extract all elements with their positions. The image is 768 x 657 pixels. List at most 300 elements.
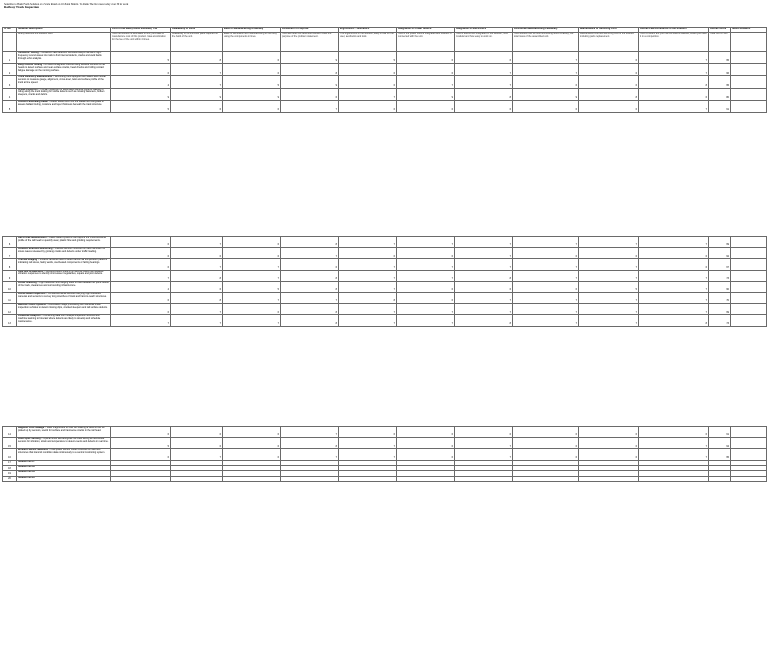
criteria-cell: Total Out Of 100 [709,33,731,52]
solution-detail: – Optical fibres laid alongside the track acting as distributed sensors for vibration, strain and temperature to detect events and defects in real time. [18,437,109,443]
score-cell: 8 [281,64,339,76]
score-cell: 8 [639,315,709,326]
score-cell: 6 [111,237,171,248]
score-cell: 6 [579,52,639,64]
score-cell: 8 [281,237,339,248]
score-cell: 7 [339,315,397,326]
solution-name: Visual Inspection [18,88,38,91]
criteria-cell: How solution can be built functioning within a facility, the total mass of the assembled unit. [513,33,579,52]
score-cell: 7 [579,315,639,326]
score-cell: 8 [171,270,223,281]
solution-row [3,76,767,88]
score-cell: 8 [281,315,339,326]
criteria-cell [3,33,17,52]
notes-cell [731,438,767,449]
overall-score [709,476,731,481]
score-cell: 6 [579,427,639,438]
score-cell: 7 [339,259,397,270]
solution-row [3,449,767,460]
serial-number: 5 [3,100,17,112]
notes-cell [731,100,767,112]
solution-name: Ultrasonic Testing [18,51,39,54]
score-cell: 7 [513,292,579,303]
scoring-table-page-3 [2,426,767,482]
solution-description [17,248,111,259]
score-cell: 5 [223,281,281,292]
score-cell: 8 [455,315,513,326]
score-cell: 7 [223,292,281,303]
serial-number: 1 [3,52,17,64]
score-cell: 6 [579,438,639,449]
solution-name: Solution No 17 [18,460,35,463]
score-cell: 5 [111,438,171,449]
score-cell [397,476,455,481]
score-cell: 7 [639,64,709,76]
criteria-cell: How the solution is estimated to first, purchase & manufacture cost of this product. Idea amortization for the fee of the unit within 4 times. [111,33,171,52]
solution-description [17,52,111,64]
solution-detail: – Light detection and ranging used to build detailed 3D point clouds of the track, clearances and surrounding infrastructure. [18,281,109,287]
score-cell: 7 [281,100,339,112]
score-cell: 6 [639,88,709,100]
solution-description [17,259,111,270]
score-cell: 6 [223,64,281,76]
score-cell: 6 [397,100,455,112]
notes-cell [731,259,767,270]
sheet-title: Railway Track Inspection [4,5,39,10]
solution-row [3,427,767,438]
solution-row [3,64,767,76]
solution-name: Wireless Sensor Networks [18,448,49,452]
solution-description [17,438,111,449]
solution-row [3,259,767,270]
score-cell: 5 [223,76,281,88]
score-cell: 6 [513,100,579,112]
solution-detail: – Ultrasonic flaw detection vehicles/trolleys that send high-frequency sound waves into rails to find internal defects, cracks and weld faults through echo analysis. [18,51,102,60]
score-cell: 6 [223,304,281,315]
score-cell: 8 [281,270,339,281]
solution-description [17,315,111,326]
score-cell: 7 [397,259,455,270]
score-cell: 8 [339,292,397,303]
solution-name: Drone Based Inspection [18,292,46,295]
column-header: Availability of Parts [171,28,223,33]
criteria-cell [731,33,767,52]
score-cell: 7 [639,304,709,315]
score-cell: 7 [223,259,281,270]
solution-row [3,304,767,315]
criteria-cell: Briefly describe the solution here [17,33,111,52]
solution-detail: – Unmanned aerial vehicles carrying high-resolution cameras and sensors to survey long stretches of track and hard-to-reach structures. [18,292,107,298]
score-cell: 6 [455,100,513,112]
score-cell [171,476,223,481]
score-cell: 6 [455,427,513,438]
score-cell: 7 [171,449,223,460]
score-cell: 9 [397,88,455,100]
score-cell: 7 [171,237,223,248]
score-cell: 6 [397,52,455,64]
score-cell [579,476,639,481]
score-cell: 7 [639,281,709,292]
column-header: Overall Score [709,28,731,33]
score-cell: 6 [171,438,223,449]
score-cell: 6 [397,427,455,438]
score-cell: 6 [397,438,455,449]
score-cell: 7 [339,438,397,449]
score-cell: 8 [455,270,513,281]
overall-score: 61 [709,427,731,438]
score-cell: 7 [171,315,223,326]
score-cell: 6 [513,248,579,259]
solution-detail: – Radar waves sent into the ballast and subgrade to assess ballast fouling, moisture and layer thickness beneath the track structure. [18,100,104,106]
solution-name: Solution No 20 [18,476,35,479]
criteria-cell: How is the power source integrated and solution in connected with the unit. [397,33,455,52]
column-header: Fulfillment of Purpose [281,28,339,33]
score-cell: 6 [111,259,171,270]
score-cell: 7 [513,315,579,326]
solution-description [17,270,111,281]
overall-score: 65 [709,52,731,64]
solution-description [17,281,111,292]
serial-number: 19 [3,471,17,476]
score-cell: 6 [111,304,171,315]
score-cell: 6 [111,64,171,76]
overall-score: 64 [709,438,731,449]
score-cell: 6 [171,100,223,112]
score-cell: 6 [579,100,639,112]
solution-detail: – Accelerometers fitted on in-service trains that measure vibration responses to identify short-wave irregularities, squats and joint defects. [18,270,104,276]
serial-number: 20 [3,476,17,481]
score-cell: 7 [339,270,397,281]
score-cell: 6 [579,248,639,259]
notes-cell [731,52,767,64]
solution-name: Magnetic Flux Leakage [18,426,45,429]
serial-number: 4 [3,88,17,100]
score-cell: 7 [281,248,339,259]
score-cell: 9 [111,88,171,100]
score-cell: 7 [397,304,455,315]
score-cell: 7 [339,281,397,292]
score-cell: 7 [639,52,709,64]
column-header: Overall Feel/Confidence in the Solution [639,28,709,33]
score-cell: 7 [111,315,171,326]
score-cell: 8 [281,281,339,292]
solution-detail: – An electromagnetic method using induced currents in rail heads to detect surface and near-surface cracks, head checks and rolling contact fatigue damage on the running surface. [18,63,105,72]
serial-number: 14 [3,427,17,438]
score-cell: 7 [579,237,639,248]
solution-detail: – Combining data from multiple inspection sources with machine learning to forecast where defects are likely to develop and schedule maintenance. [18,314,101,323]
score-cell: 6 [339,100,397,112]
score-cell: 8 [171,52,223,64]
score-cell: 7 [639,438,709,449]
score-cell: 9 [281,76,339,88]
score-cell: 6 [223,449,281,460]
serial-number: 9 [3,270,17,281]
score-cell: 7 [513,52,579,64]
column-header: Integration of Electronics [455,28,513,33]
score-cell: 7 [397,270,455,281]
notes-cell [731,237,767,248]
score-cell: 7 [339,304,397,315]
score-cell: 7 [639,237,709,248]
solution-name: Fibre Optic Sensing [18,437,41,441]
score-cell: 7 [171,259,223,270]
notes-cell [731,427,767,438]
score-cell: 6 [579,76,639,88]
overall-score: 62 [709,248,731,259]
score-cell: 6 [223,100,281,112]
solution-description [17,88,111,100]
score-cell: 6 [455,52,513,64]
score-cell: 7 [455,248,513,259]
sheet-intro [4,3,128,9]
score-cell: 4 [111,281,171,292]
score-cell: 7 [513,259,579,270]
score-cell: 5 [579,281,639,292]
serial-number: 7 [3,248,17,259]
score-cell: 7 [111,270,171,281]
solution-detail: – Low-power sensor nodes mounted on rails and structures that transmit condition data continuously to a central monitoring system. [18,448,106,455]
notes-cell [731,270,767,281]
solution-name: Eddy Current Testing [18,63,43,67]
score-cell: 9 [513,88,579,100]
score-cell: 6 [281,88,339,100]
overall-score: 73 [709,270,731,281]
score-cell: 7 [339,237,397,248]
score-cell: 7 [455,76,513,88]
solution-row [3,88,767,100]
score-cell: 8 [579,88,639,100]
score-cell: 7 [455,64,513,76]
score-cell: 7 [281,427,339,438]
column-header: Solution Description [17,28,111,33]
criteria-cell: How is electronics integrated in the solution, how modular and how easy to work on. [455,33,513,52]
solution-name: Rail Profile Measurement [18,236,47,239]
solution-description [17,100,111,112]
notes-cell [731,76,767,88]
score-cell: 6 [397,248,455,259]
criteria-row [3,33,767,52]
score-cell: 7 [455,449,513,460]
notes-cell [731,315,767,326]
score-cell: 6 [579,64,639,76]
serial-number: 3 [3,76,17,88]
criteria-cell: Availability of off-the-shelf parts required for the build of the unit. [171,33,223,52]
solution-name: Ground Penetrating Radar [18,100,48,103]
overall-score: 61 [709,100,731,112]
score-cell: 7 [513,304,579,315]
score-cell: 6 [111,248,171,259]
solution-row [3,292,767,303]
solution-row [3,281,767,292]
score-cell: 7 [455,237,513,248]
score-cell: 8 [281,304,339,315]
score-cell: 7 [639,270,709,281]
column-header: Notes Remarks [731,28,767,33]
score-cell: 7 [579,292,639,303]
notes-cell [731,449,767,460]
solution-row [3,237,767,248]
score-cell: 9 [171,88,223,100]
serial-number: 10 [3,281,17,292]
score-cell [639,476,709,481]
score-cell: 6 [223,237,281,248]
criteria-cell: How well does the described solution meet the purpose of the problem statement. [281,33,339,52]
column-header: Ease of Manufacturing Assembly [223,28,281,33]
score-cell: 7 [281,292,339,303]
overall-score: 66 [709,64,731,76]
solution-detail: – Human inspectors or automated camera systems walking or riding along the track looking for visible defects such as missing fasteners, broken sleepers, cracks and debris. [18,88,105,97]
criteria-cell: Ease of fabrication and manufacturing of the body using the components in lines. [223,33,281,52]
score-cell: 7 [171,76,223,88]
score-cell: 7 [397,237,455,248]
serial-number: 8 [3,259,17,270]
notes-cell [731,292,767,303]
score-cell: 8 [455,88,513,100]
column-header: Ergonomics - Aesthetics [339,28,397,33]
solution-description [17,304,111,315]
score-cell: 6 [639,259,709,270]
solution-description [17,64,111,76]
solution-row [3,270,767,281]
score-cell: 7 [339,88,397,100]
solution-detail: – Recording cars equipped with lasers and inertial sensors to measure gauge, alignment, cross-level, twist and surface profile of the track at line speed. [18,75,106,84]
criteria-cell: The ergonomics of the solution, easy of use for the user, aesthetics and look. [339,33,397,52]
score-cell: 6 [171,427,223,438]
score-cell: 5 [111,52,171,64]
score-cell: 6 [223,248,281,259]
score-cell: 7 [579,304,639,315]
score-cell [281,476,339,481]
score-cell: 6 [513,76,579,88]
solution-name: Solution No 18 [18,465,35,468]
score-cell: 7 [397,315,455,326]
serial-number: 2 [3,64,17,76]
column-header: Functional Manufacturing Feasibility [513,28,579,33]
score-cell: 7 [455,292,513,303]
score-cell: 7 [339,449,397,460]
overall-score: 65 [709,76,731,88]
solution-row [3,315,767,326]
solution-name: LiDAR Scanning [18,281,37,284]
scoring-table-page-2 [2,236,767,327]
score-cell: 6 [579,449,639,460]
score-cell: 6 [397,449,455,460]
solution-description [17,76,111,88]
score-cell [111,476,171,481]
score-cell: 6 [639,427,709,438]
solution-row [3,52,767,64]
notes-cell [731,281,767,292]
score-cell: 7 [639,100,709,112]
score-cell: 6 [397,292,455,303]
score-cell: 7 [397,76,455,88]
score-cell: 5 [111,100,171,112]
score-cell: 6 [397,64,455,76]
solution-name: Axle Box Acceleration [18,270,44,273]
overall-score: 73 [709,315,731,326]
serial-number: 18 [3,465,17,470]
score-cell: 7 [579,259,639,270]
score-cell: 6 [223,438,281,449]
score-cell: 8 [281,438,339,449]
notes-cell [731,476,767,481]
solution-detail: – Automated image processing with cameras under inspection vehicles to detect missing clips, cracked sleepers and rail surface defects. [18,303,108,309]
solution-row [3,100,767,112]
overall-score: 70 [709,292,731,303]
serial-number: 6 [3,237,17,248]
score-cell: 6 [339,248,397,259]
column-header: S. No. [3,28,17,33]
serial-number: 13 [3,315,17,326]
score-cell: 9 [223,88,281,100]
overall-score: 65 [709,449,731,460]
solution-detail: – Rails magnetised so that flux leaking at defects can be picked up by sensors, useful for surface and transverse cracks in the rail head. [18,426,105,432]
score-cell [513,476,579,481]
score-cell: 6 [223,52,281,64]
score-cell: 6 [111,449,171,460]
score-cell: 6 [639,248,709,259]
score-cell: 9 [281,52,339,64]
overall-score: 60 [709,281,731,292]
score-cell: 6 [171,281,223,292]
scoring-table-page-1 [2,27,767,113]
score-cell [223,476,281,481]
criteria-cell: How confident are you that the idea is feasible, would you back it in a competition. [639,33,709,52]
column-header: Maintenance or Servicing Cost [579,28,639,33]
overall-score: 80 [709,88,731,100]
score-cell: 6 [171,248,223,259]
solution-detail: – Passive sensors mounted on rails that listen for stress waves released by growing cracks and defects under traffic loading. [18,247,106,253]
serial-number: 11 [3,292,17,303]
solution-name: Acoustic Emission Monitoring [18,247,53,251]
solution-detail: – Infrared cameras used to detect abnormal temperature patterns indicating rail stress, faulty welds, overheated components or failing bearings. [18,258,108,265]
score-cell: 6 [397,281,455,292]
score-cell [339,476,397,481]
solution-row [3,438,767,449]
serial-number: 16 [3,449,17,460]
criteria-cell: Maintenance cost and servicing cost of the solution including parts replacement. [579,33,639,52]
overall-score: 67 [709,259,731,270]
intro-line: Sensitive to Bush Form Solution at a Scale Rated on 10-Point Matrix. To Rank The list cases today over 30 in work [4,3,129,6]
solution-row [3,476,767,481]
score-cell: 6 [513,427,579,438]
score-cell: 7 [513,64,579,76]
score-cell: 7 [639,449,709,460]
score-cell: 8 [639,76,709,88]
solution-description [17,476,111,481]
score-cell: 7 [455,438,513,449]
score-cell: 6 [111,427,171,438]
score-cell: 7 [171,304,223,315]
solution-description [17,427,111,438]
solution-name: Track Geometry Measurement [18,75,53,79]
score-cell: 6 [223,427,281,438]
score-cell: 7 [513,237,579,248]
notes-cell [731,304,767,315]
solution-detail: – Laser-based systems that capture the cross-sectional profile of the rail head to quantify wear, plastic flow and grinding requirements. [18,236,106,242]
solution-name: Thermal Imaging [18,258,38,262]
score-cell: 7 [223,270,281,281]
solution-description [17,449,111,460]
score-cell: 7 [223,315,281,326]
column-header: Cost of the Idea (CR000 invested)* Per [111,28,171,33]
notes-cell [731,248,767,259]
score-cell [455,476,513,481]
solution-name: Predictive Analytics [18,314,41,318]
score-cell: 6 [339,427,397,438]
score-cell: 6 [513,449,579,460]
score-cell: 6 [513,438,579,449]
